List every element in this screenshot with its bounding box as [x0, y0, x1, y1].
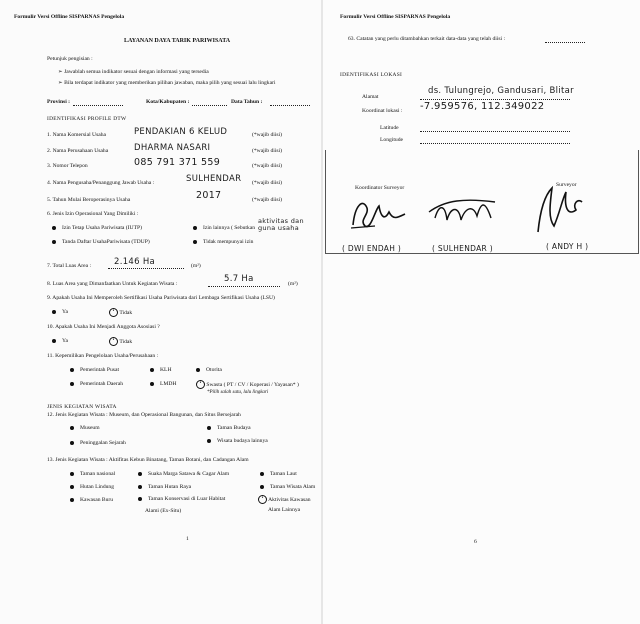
q13-opt: Taman Wisata Alam: [260, 484, 315, 491]
kota-line: [192, 105, 227, 106]
q13-opt-cont: Alami (Ex-Situ): [145, 508, 182, 514]
q10-tidak: • Tidak: [109, 337, 132, 346]
signer-1-name: ( DWI ENDAH ): [342, 244, 402, 253]
q11-opt: Pemerintah Daerah: [70, 381, 123, 388]
q8-unit: (m²): [288, 281, 298, 287]
q10-ya: Ya: [52, 338, 68, 345]
q12-opt: Wisata budaya lainnya: [207, 438, 268, 445]
field-3-note: (*wajib diisi): [252, 163, 282, 169]
header-left: Formulir Versi Offline SISPARNAS Pengelola: [14, 14, 125, 20]
field-3-value: 085 791 371 559: [134, 157, 221, 168]
circled-icon: •: [109, 337, 118, 346]
q13-label: 13. Jenis Kegiatan Wisata : Aktifitas Kebun Binatang, Taman Botani, dan Cadangan Alam: [47, 457, 249, 463]
field-4-value: SULHENDAR: [186, 174, 242, 184]
circled-icon: •: [109, 308, 118, 317]
longitude-label: Longitude: [380, 137, 403, 143]
q12-label: 12. Jenis Kegiatan Wisata : Museum, dan Operasional Bangunan, dan Situs Bersejarah: [47, 412, 241, 418]
q63-label: 63. Catatan yang perlu ditambahkan terkait data-data yang telah diisi :: [348, 36, 506, 42]
q13-opt-selected: • Aktivitas Kawasan: [258, 495, 311, 504]
field-1-label: 1. Nama Komersial Usaha: [47, 132, 107, 138]
q10-label: 10. Apakah Usaha Ini Menjadi Anggota Asosiasi ?: [47, 324, 160, 330]
provinsi-line: [73, 105, 123, 106]
petunjuk-item: ➢ Bila terdapat indikator yang memberikan pilihan jawaban, maka pilih yang sesuai lalu lingkari: [58, 80, 276, 86]
header-right: Formulir Versi Offline SISPARNAS Pengelola: [340, 14, 451, 20]
latitude-line: [420, 131, 570, 132]
q7-line: [108, 268, 184, 269]
section-jenis: JENIS KEGIATAN WISATA: [47, 404, 117, 410]
q6-opt2: Izin lainnya ( Sebutkan: [193, 225, 255, 232]
field-4-note: (*wajib diisi): [252, 180, 282, 186]
q6-opt2-value: aktivitas dan guna usaha: [258, 217, 304, 232]
section-identifikasi: IDENTIFIKASI PROFILE DTW: [47, 116, 127, 122]
q11-opt: KLH: [150, 367, 172, 374]
q13-opt: Taman nasional: [70, 471, 115, 478]
q8-value: 5.7 Ha: [224, 274, 254, 284]
q9-ya: Ya: [52, 309, 68, 316]
field-5-note: (*wajib diisi): [252, 197, 282, 203]
q11-opt: Otorita: [196, 367, 222, 374]
koordinat-label: Koordinat lokasi :: [362, 108, 403, 114]
q7-label: 7. Total Luas Area :: [47, 263, 92, 269]
q11-note: *Pilih salah satu, lalu lingkari: [207, 390, 269, 395]
signer-3-name: ( ANDY H ): [546, 242, 589, 251]
petunjuk-item: ➢ Jawablah semua indikator sesuai dengan informasi yang tersedia: [58, 69, 209, 75]
circled-icon: •: [196, 380, 205, 389]
field-3-label: 3. Nomor Telepon: [47, 163, 88, 169]
q9-label: 9. Apakah Usaha Ini Memperoleh Sertifikasi Usaha Pariwisata dari Lembaga Sertifikasi Usaha (LSU): [47, 295, 275, 301]
alamat-line: [420, 99, 570, 100]
q6-opt1: Izin Tetap Usaha Pariwisata (IUTP): [52, 225, 142, 232]
koordinat-value: -7.959576, 112.349022: [420, 101, 545, 112]
page-fold: [321, 0, 323, 624]
q13-opt: Hutan Lindung: [70, 484, 114, 491]
tahun-label: Data Tahun :: [231, 99, 263, 105]
alamat-label: Alamat: [362, 94, 379, 100]
field-2-label: 2. Nama Perusahaan Usaha: [47, 148, 109, 154]
circled-icon: •: [258, 495, 267, 504]
tahun-line: [270, 105, 310, 106]
q13-opt: Taman Hutan Raya: [138, 484, 191, 491]
q13-opt: Taman Laut: [260, 471, 297, 478]
page-number-right: 6: [474, 539, 477, 545]
q8-label: 8. Luas Area yang Dimanfaatkan Untuk Kegiatan Wisata :: [47, 281, 178, 287]
q13-opt: Kawasan Buru: [70, 497, 113, 504]
field-5-value: 2017: [196, 190, 222, 201]
q63-line: [545, 42, 585, 43]
q8-line: [208, 286, 280, 287]
signer-2-name: ( SULHENDAR ): [432, 244, 493, 253]
surveyor-label: Surveyor: [556, 182, 577, 188]
field-1-value: PENDAKIAN 6 KELUD: [134, 127, 228, 137]
q12-opt: Taman Budaya: [207, 425, 251, 432]
field-5-label: 5. Tahun Mulai Beroperasinya Usaha: [47, 197, 131, 203]
q7-value: 2.146 Ha: [114, 257, 156, 267]
q11-opt: Pemerintah Pusat: [70, 367, 119, 374]
q11-opt-selected: • Swasta ( PT / CV / Koperasi / Yayasan* ): [196, 380, 299, 389]
signature-surveyor-1-icon: [425, 190, 510, 235]
q12-opt: Museum: [70, 425, 100, 432]
form-title: LAYANAN DAYA TARIK PARIWISATA: [124, 38, 231, 44]
provinsi-label: Provinsi :: [47, 99, 71, 105]
q12-opt: Peninggalan Sejarah: [70, 440, 126, 447]
field-4-label: 4. Nama Pengusaha/Penanggung Jawab Usaha :: [47, 180, 155, 186]
latitude-label: Latitude: [380, 125, 399, 131]
signature-surveyor-2-icon: [532, 182, 587, 237]
kota-label: Kota/Kabupaten :: [146, 99, 190, 105]
longitude-line: [420, 143, 570, 144]
q6-label: 6. Jenis Izin Operasional Yang Dimiliki :: [47, 211, 139, 217]
alamat-value: ds. Tulungrejo, Gandusari, Blitar: [428, 86, 574, 96]
field-1-note: (*wajib diisi): [252, 132, 282, 138]
section-lokasi: IDENTIFIKASI LOKASI: [340, 72, 403, 78]
q11-label: 11. Kepemilikan Pengelolaan Usaha/Perusahaan :: [47, 353, 159, 359]
q9-tidak: • Tidak: [109, 308, 132, 317]
q13-opt: Suaka Marga Satawa & Cagar Alam: [138, 471, 229, 478]
q6-opt4: Tidak mempunyai izin: [193, 239, 253, 246]
q13-opt: Taman Konservasi di Luar Habitat: [138, 496, 225, 503]
page-number-left: 1: [186, 536, 189, 542]
petunjuk-label: Petunjuk pengisian :: [47, 56, 93, 62]
q13-opt-cont: Alam Lainnya: [268, 507, 301, 513]
q6-opt3: Tanda Daftar UsahaPariwisata (TDUP): [52, 239, 150, 246]
koordinator-label: Koordinator Surveyor: [355, 185, 405, 191]
q11-opt: LMDH: [150, 381, 176, 388]
field-2-value: DHARMA NASARI: [134, 143, 211, 153]
field-2-note: (*wajib diisi): [252, 148, 282, 154]
q7-unit: (m²): [191, 263, 201, 269]
signature-koordinator-icon: [345, 190, 425, 235]
